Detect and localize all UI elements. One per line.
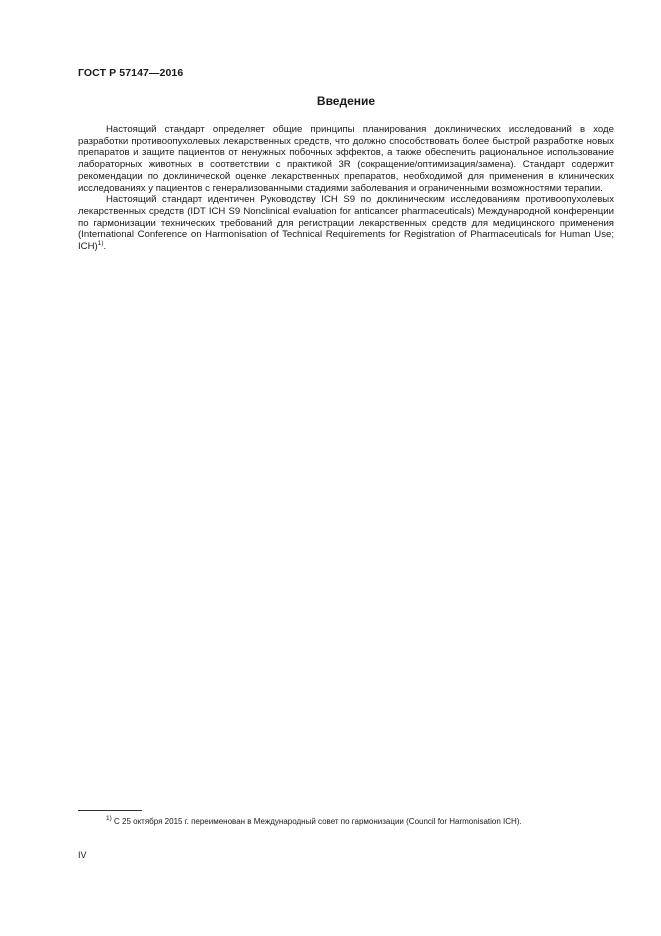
- footnote-marker: 1): [106, 815, 112, 822]
- document-header: ГОСТ Р 57147—2016: [78, 67, 184, 79]
- page-number: IV: [78, 850, 87, 860]
- footnote-separator: [78, 810, 142, 811]
- section-title: Введение: [316, 94, 376, 108]
- paragraph-1: Настоящий стандарт определяет общие принципы планирования доклинических исследований в ходе разработки противоопухолевых лекарственных средств, что должно способствовать более быстрой разработке новых препаратов и защите пациентов от ненужных побочных эффектов, а также обеспечить рациональное использование лабораторных животных в соответствии с практикой 3R (сокращение/оптимизация/замена). Стандарт содержит рекомендации по доклинической оценке лекарственных препаратов, необходимой для применения в клинических исследованиях у пациентов с генерализованными стадиями заболевания и ограниченными возможностями терапии.: [78, 124, 614, 194]
- paragraph-2-end: .: [103, 241, 107, 253]
- footnote: [78, 816, 614, 829]
- paragraph-2: [78, 194, 614, 253]
- paragraph-2-text: Настоящий стандарт идентичен Руководству ICH S9 по доклиническим исследованиям противоопухолевых лекарственных средств (IDT ICH S9 Nonclinical evaluation for anticancer pharmaceuticals) Международной конференции по гармонизации технических требований для регистрации лекарственных средств для медицинского применения (International Conference on Harmonisation of Technical Requirements for Registration of Pharmaceuticals for Human Use; ICH): [78, 194, 614, 253]
- introduction-body: [78, 124, 614, 253]
- footnote-reference: 1): [97, 240, 104, 248]
- footnote-text: С 25 октября 2015 г. переименован в Международный совет по гармонизации (Council for Harmonisation ICH).: [114, 817, 522, 826]
